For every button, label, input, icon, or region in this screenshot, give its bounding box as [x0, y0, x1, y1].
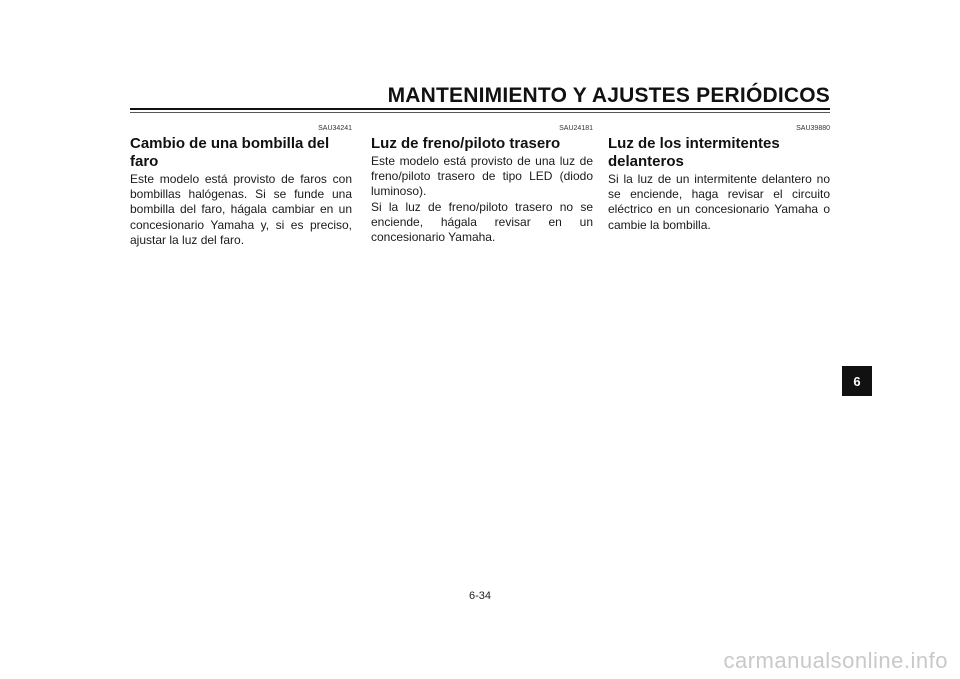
paragraph: Este modelo está provisto de faros con bombillas halógenas. Si se funde una bombilla del faro, hágala cambiar en un concesionario Yamaha y, si es preciso, ajustar la luz del faro. — [130, 172, 352, 247]
section-brake-tail-light — [371, 124, 593, 245]
paragraph: Este modelo está provisto de una luz de freno/piloto trasero de tipo LED (diodo luminoso). — [371, 154, 593, 199]
section-body — [608, 172, 830, 233]
section-heading: Luz de los intermitentes delanteros — [608, 135, 780, 170]
section-body — [371, 154, 593, 245]
section-front-turn-signals — [608, 124, 830, 233]
section-code: SAU24181 — [559, 125, 593, 132]
section-code: SAU34241 — [318, 125, 352, 132]
section-headlight-bulb — [130, 124, 352, 248]
watermark: carmanualsonline.info — [723, 648, 948, 673]
header-rule-thin — [130, 112, 830, 113]
section-code: SAU39880 — [796, 125, 830, 132]
page-title: MANTENIMIENTO Y AJUSTES PERIÓDICOS — [387, 84, 830, 107]
paragraph: Si la luz de un intermitente delantero no se enciende, haga revisar el circuito eléctrico en un concesionario Yamaha o cambie la bombilla. — [608, 172, 830, 232]
section-body — [130, 172, 352, 248]
page-number: 6-34 — [468, 590, 492, 602]
section-heading: Luz de freno/piloto trasero — [371, 135, 561, 152]
header-rule-thick — [130, 108, 830, 110]
section-heading: Cambio de una bombilla del faro — [130, 135, 330, 170]
chapter-tab: 6 — [842, 366, 872, 396]
paragraph: Si la luz de freno/piloto trasero no se enciende, hágala revisar en un concesionario Yamaha. — [371, 199, 593, 245]
